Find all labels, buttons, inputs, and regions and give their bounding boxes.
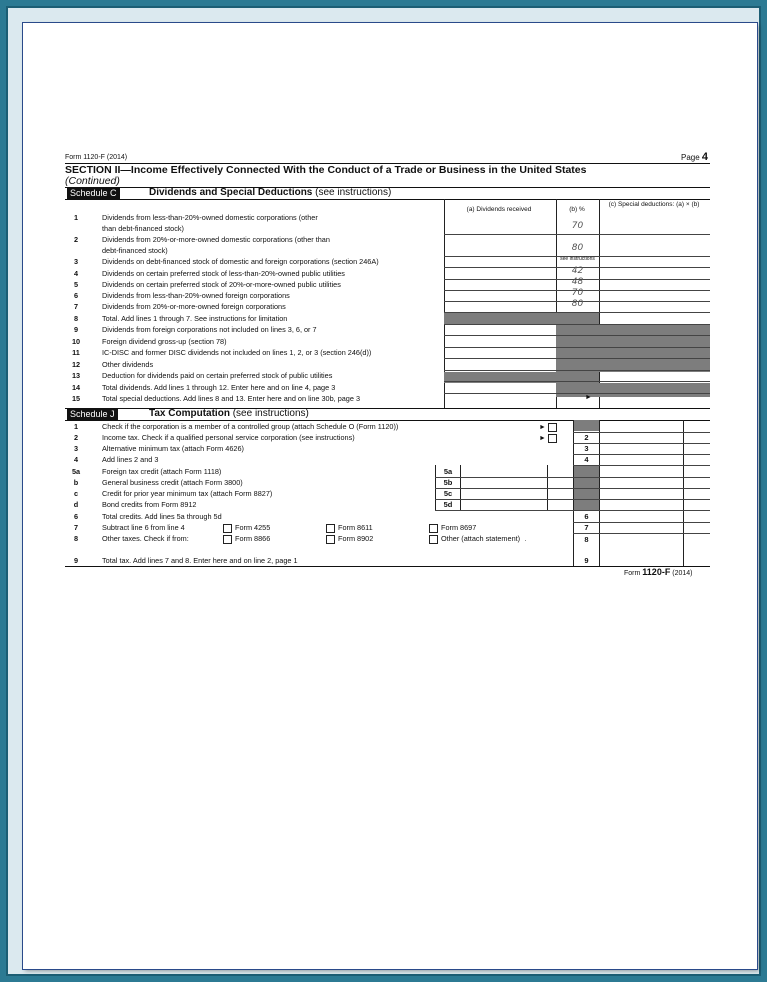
schedule-c-line xyxy=(23,212,757,224)
schedule-j-line xyxy=(23,488,757,500)
line-number: 11 xyxy=(72,348,80,357)
label-form-8902: Form 8902 xyxy=(338,534,374,543)
line-number: 2 xyxy=(73,433,79,442)
line-number: 13 xyxy=(71,371,81,380)
footer-form-name: 1120-F xyxy=(642,567,671,577)
schedule-j-line xyxy=(23,443,757,455)
schedule-c-line xyxy=(23,324,757,336)
line-number: b xyxy=(73,478,79,487)
section-title: SECTION II—Income Effectively Connected With the Conduct of a Trade or Business in the United States xyxy=(65,164,587,176)
line-description: Income tax. Check if a qualified personal service corporation (see instructions) xyxy=(102,433,355,442)
line-number: 2 xyxy=(73,235,79,244)
line-number: 14 xyxy=(71,383,81,392)
line-description: debt-financed stock) xyxy=(102,246,168,255)
schedule-j-line xyxy=(23,522,757,534)
box-number: 9 xyxy=(584,556,589,565)
schedule-c-title-text: Dividends and Special Deductions xyxy=(149,187,313,198)
schedule-c-line xyxy=(23,336,757,348)
label-form-8697: Form 8697 xyxy=(441,523,477,532)
line-description: than debt-financed stock) xyxy=(102,224,184,233)
label-other-statement: Other (attach statement) xyxy=(441,534,521,543)
schedule-j-title-text: Tax Computation xyxy=(149,408,230,419)
line-description: Dividends from less-than-20%-owned foreign corporations xyxy=(102,291,290,300)
line-description: Dividends from foreign corporations not included on lines 3, 6, or 7 xyxy=(102,325,317,334)
line-description: Total dividends. Add lines 1 through 12. Enter here and on line 4, page 3 xyxy=(102,383,336,392)
schedule-j-title-note: (see instructions) xyxy=(232,408,309,419)
checkbox-arrow[interactable]: ► xyxy=(539,421,560,434)
line-number: 10 xyxy=(71,337,81,346)
chk-other-statement[interactable]: Other (attach statement) . xyxy=(429,534,529,544)
percent-value: 42 xyxy=(571,266,584,276)
schedule-j-line xyxy=(23,533,757,545)
page-number-value: 4 xyxy=(701,151,709,163)
line-description: Foreign tax credit (attach Form 1118) xyxy=(102,467,222,476)
arrow-icon: ► xyxy=(585,394,592,401)
line-number: c xyxy=(73,489,79,498)
percent-value: 80 xyxy=(571,243,584,253)
schedule-j-line xyxy=(23,477,757,489)
line-number: 15 xyxy=(71,394,81,403)
line-description: Bond credits from Form 8912 xyxy=(102,500,197,509)
line-description: Deduction for dividends paid on certain preferred stock of public utilities xyxy=(102,371,333,380)
line-number: 1 xyxy=(73,422,79,431)
line-description: Credit for prior year minimum tax (attach Form 8827) xyxy=(102,489,273,498)
form-page xyxy=(23,23,757,969)
line-number: 5 xyxy=(73,280,79,289)
line-description: Dividends from 20%-or-more-owned domestic corporations (other than xyxy=(102,235,330,244)
schedule-j-badge: Schedule J xyxy=(67,409,118,420)
line-number: 8 xyxy=(73,534,79,543)
line-number: 3 xyxy=(73,257,79,266)
col-a-header: (a) Dividends received xyxy=(466,206,532,213)
line-number: 9 xyxy=(73,556,79,565)
section-continued: (Continued) xyxy=(65,175,120,187)
line-description: Other dividends xyxy=(102,360,154,369)
percent-value: 70 xyxy=(571,221,584,231)
line-number: 1 xyxy=(73,213,79,222)
schedule-c-line xyxy=(23,279,757,291)
line-description: Dividends on certain preferred stock of 20%-or-more-owned public utilities xyxy=(102,280,341,289)
col-c-header: (c) Special deductions: (a) × (b) xyxy=(608,201,700,208)
label-form-4255: Form 4255 xyxy=(235,523,271,532)
box-number: 6 xyxy=(584,512,589,521)
schedule-j-line xyxy=(23,466,757,478)
line-number: 7 xyxy=(73,523,79,532)
line-description: Add lines 2 and 3 xyxy=(102,455,159,464)
chk-form-8866[interactable] xyxy=(223,534,270,544)
form-footer xyxy=(624,567,693,577)
line-number: 3 xyxy=(73,444,79,453)
box-number: 4 xyxy=(584,455,589,464)
schedule-c-line xyxy=(23,223,757,235)
label-form-8611: Form 8611 xyxy=(338,523,373,532)
schedule-c-line xyxy=(23,245,757,257)
schedule-c-title-note: (see instructions) xyxy=(315,187,392,198)
line-description: Total credits. Add lines 5a through 5d xyxy=(102,512,222,521)
schedule-c-line xyxy=(23,256,757,268)
line-description: Alternative minimum tax (attach Form 4626) xyxy=(102,444,244,453)
schedule-c-line xyxy=(23,393,757,405)
page-label: Page xyxy=(681,153,700,162)
schedule-c-line xyxy=(23,347,757,359)
label-form-8866: Form 8866 xyxy=(235,534,271,543)
chk-form-8902[interactable] xyxy=(326,534,373,544)
line-description: Dividends on debt-financed stock of domestic and foreign corporations (section 246A) xyxy=(102,257,379,266)
schedule-j-title xyxy=(149,408,309,419)
line-description: Total special deductions. Add lines 8 and 13. Enter here and on line 30b, page 3 xyxy=(102,394,361,403)
footer-form: Form xyxy=(624,570,641,577)
schedule-j-line xyxy=(23,499,757,511)
line-description: Other taxes. Check if from: xyxy=(102,534,189,543)
line-number: 6 xyxy=(73,512,79,521)
see-instructions-note: see instructions xyxy=(560,256,595,262)
page-number xyxy=(681,151,708,163)
schedule-j-line xyxy=(23,511,757,523)
line-description: Dividends on certain preferred stock of less-than-20%-owned public utilities xyxy=(102,269,345,278)
line-description: General business credit (attach Form 3800) xyxy=(102,478,243,487)
sub-box-number: 5b xyxy=(443,478,453,487)
schedule-c-title xyxy=(149,187,391,198)
line-description: Dividends from less-than-20%-owned domestic corporations (other xyxy=(102,213,318,222)
line-number: 6 xyxy=(73,291,79,300)
line-description: IC-DISC and former DISC dividends not included on lines 1, 2, or 3 (section 246(d)) xyxy=(102,348,372,357)
line-number: 7 xyxy=(73,302,79,311)
document-frame xyxy=(6,6,761,976)
box-8: 8 xyxy=(584,535,589,544)
schedule-j-line xyxy=(23,432,757,444)
percent-value: 70 xyxy=(571,288,584,298)
schedule-c-line xyxy=(23,290,757,302)
schedule-j-line xyxy=(23,454,757,466)
form-header-left: Form 1120-F (2014) xyxy=(65,154,128,161)
schedule-c-line xyxy=(23,359,757,371)
line-description: Dividends from 20%-or-more-owned foreign corporations xyxy=(102,302,286,311)
schedule-c-line xyxy=(23,268,757,280)
schedule-j-line xyxy=(23,555,757,567)
checkbox-arrow[interactable]: ► xyxy=(539,432,560,445)
box-number: 2 xyxy=(584,433,589,442)
sub-box-number: 5c xyxy=(443,489,453,498)
line-number: 12 xyxy=(71,360,81,369)
line-number: 4 xyxy=(73,455,79,464)
line-description: Check if the corporation is a member of a controlled group (attach Schedule O (Form 1120)) xyxy=(102,422,399,431)
chk-form-4255[interactable] xyxy=(223,523,270,533)
box-number: 3 xyxy=(584,444,589,453)
line-description: Foreign dividend gross-up (section 78) xyxy=(102,337,227,346)
chk-form-8611[interactable] xyxy=(326,523,373,533)
line-description: Total. Add lines 1 through 7. See instructions for limitation xyxy=(102,314,288,323)
schedule-c-badge: Schedule C xyxy=(67,188,120,199)
line-number: 4 xyxy=(73,269,79,278)
line-number: 5a xyxy=(71,467,81,476)
line-description: Subtract line 6 from line 4 xyxy=(102,523,185,532)
box-number: 7 xyxy=(584,523,589,532)
schedule-j-line xyxy=(23,421,757,433)
line-description: Total tax. Add lines 7 and 8. Enter here and on line 2, page 1 xyxy=(102,556,298,565)
sub-box-number: 5a xyxy=(443,467,453,476)
chk-form-8697[interactable] xyxy=(429,523,476,533)
percent-value: 80 xyxy=(571,299,584,309)
line-number: 8 xyxy=(73,314,79,323)
schedule-c-line xyxy=(23,313,757,325)
sub-box-number: 5d xyxy=(443,500,453,509)
percent-value: 48 xyxy=(571,277,584,287)
schedule-c-line xyxy=(23,370,757,382)
schedule-c-line xyxy=(23,234,757,246)
footer-year: (2014) xyxy=(672,570,693,577)
col-b-header: (b) % xyxy=(569,206,585,213)
schedule-c-line xyxy=(23,382,757,394)
line-number: d xyxy=(73,500,79,509)
schedule-c-line xyxy=(23,301,757,313)
line-number: 9 xyxy=(73,325,79,334)
